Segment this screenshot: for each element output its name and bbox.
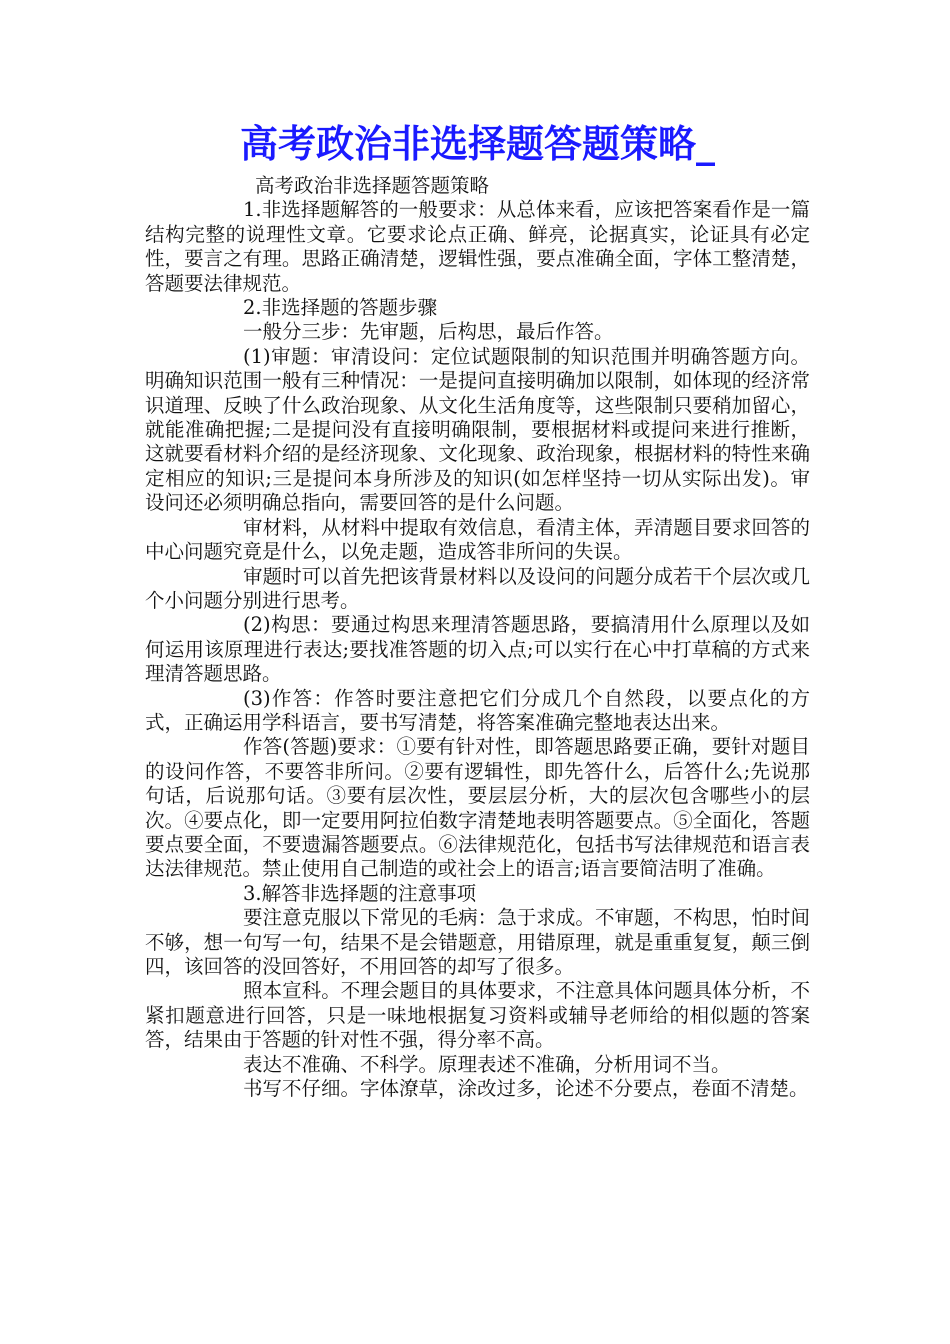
paragraph-review-material: 审材料，从材料中提取有效信息，看清主体，弄清题目要求回答的中心问题究竟是什么，以免走题，造成答非所问的失误。	[145, 515, 810, 564]
paragraph-review-layers: 审题时可以首先把该背景材料以及设问的问题分成若干个层次或几个小问题分别进行思考。	[145, 564, 810, 612]
document-subtitle: 高考政治非选择题答题策略	[255, 174, 490, 197]
paragraph-heading-notes: 3.解答非选择题的注意事项	[243, 881, 477, 905]
paragraph-review-question: (1)审题：审清设问：定位试题限制的知识范围并明确答题方向。明确知识范围一般有三种情况：一是提问直接明确加以限制，如体现的经济常识道理、反映了什么政治现象、从文化生活角度等，这些限制只要稍加留心，就能准确把握;二是提问没有直接明确限制，要根据材料或提问来进行推断，这就要看材料介绍的是经济现象、文化现象、政治现象，根据材料的特性来确定相应的知识;三是提问本身所涉及的知识(如怎样坚持一切从实际出发)。审设问还必须明确总指向，需要回答的是什么问题。	[145, 344, 810, 515]
document-title: 高考政治非选择题答题策略_	[239, 121, 715, 166]
paragraph-answer-requirements: 作答(答题)要求：①要有针对性，即答题思路要正确，要针对题目的设问作答，不要答非所问。②要有逻辑性，即先答什么，后答什么;先说那句话，后说那句话。③要有层次性，要层层分析，大的层次包含哪些小的层次。④要点化，即一定要用阿拉伯数字清楚地表明答题要点。⑤全面化，答题要点要全面，不要遗漏答题要点。⑥法律规范化，包括书写法律规范和语言表达法律规范。禁止使用自己制造的或社会上的语言;语言要简洁明了准确。	[145, 735, 810, 881]
paragraph-answering: (3)作答：作答时要注意把它们分成几个自然段，以要点化的方式，正确运用学科语言，要书写清楚，将答案准确完整地表达出来。	[145, 686, 810, 734]
paragraph-conception: (2)构思：要通过构思来理清答题思路，要搞清用什么原理以及如何运用该原理进行表达;要找准答题的切入点;可以实行在心中打草稿的方式来理清答题思路。	[145, 613, 810, 686]
paragraph-careless-writing: 书写不仔细。字体潦草，涂改过多，论述不分要点，卷面不清楚。	[243, 1077, 809, 1101]
document-page	[145, 120, 810, 1101]
paragraph-rote: 照本宣科。不理会题目的具体要求，不注意具体问题具体分析，不紧扣题意进行回答，只是一味地根据复习资料或辅导老师给的相似题的答案答，结果由于答题的针对性不强，得分率不高。	[145, 979, 810, 1052]
paragraph-general-requirements: 1.非选择题解答的一般要求：从总体来看，应该把答案看作是一篇结构完整的说理性文章。它要求论点正确、鲜亮，论据真实，论证具有必定性，要言之有理。思路正确清楚，逻辑性强，要点准确全面，字体工整清楚，答题要法律规范。	[145, 198, 810, 295]
paragraph-haste: 要注意克服以下常见的毛病：急于求成。不审题，不构思，怕时间不够，想一句写一句，结果不是会错题意，用错原理，就是重重复复，颠三倒四，该回答的没回答好，不用回答的却写了很多。	[145, 906, 810, 978]
paragraph-inaccurate: 表达不准确、不科学。原理表述不准确，分析用词不当。	[243, 1052, 731, 1076]
paragraph-heading-steps: 2.非选择题的答题步骤	[243, 296, 438, 320]
paragraph-three-steps: 一般分三步：先审题，后构思，最后作答。	[243, 320, 614, 344]
